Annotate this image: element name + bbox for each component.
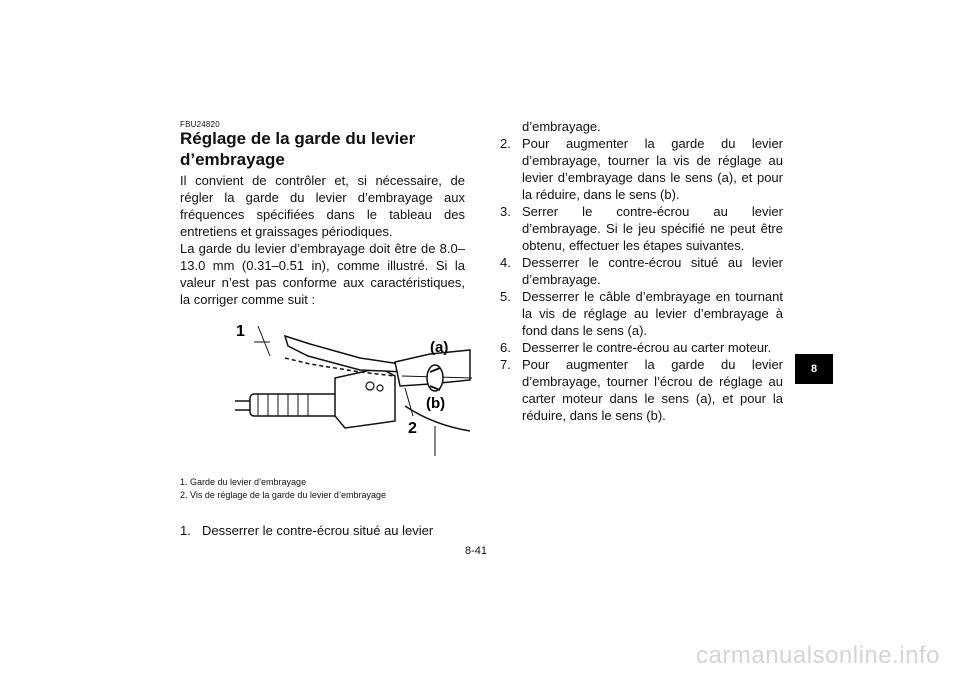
- step-number: 3.: [500, 204, 511, 219]
- steps-column-left: [180, 522, 465, 539]
- step-text: Desserrer le contre-écrou situé au levier: [202, 523, 434, 538]
- step-item: [500, 254, 783, 288]
- step-number: 5.: [500, 289, 511, 304]
- step-number: 1.: [180, 523, 191, 538]
- step-text: Pour augmenter la garde du levier d’embrayage, tourner la vis de réglage au levier d’embrayage dans le sens (a), et pour la réduire, dans le sens (b).: [522, 136, 783, 202]
- figure-label-b: (b): [426, 395, 446, 412]
- steps-column-right: [500, 118, 783, 424]
- step-text: Serrer le contre-écrou au levier d’embrayage. Si le jeu spécifié ne peut être obtenu, effectuer les étapes suivantes.: [522, 204, 783, 253]
- intro-text: [180, 172, 465, 308]
- step-text: Desserrer le contre-écrou au carter moteur.: [522, 340, 772, 355]
- step-item: [500, 339, 783, 356]
- figure-label-a: (a): [430, 339, 449, 356]
- step-number: 4.: [500, 255, 511, 270]
- section-code: FBU24820: [180, 120, 220, 129]
- clutch-lever-illustration: [230, 306, 472, 458]
- intro-paragraph-2: La garde du levier d’embrayage doit être de 8.0–13.0 mm (0.31–0.51 in), comme illustré. Si la valeur n’est pas conforme aux caractéristiques, la corriger comme suit :: [180, 241, 465, 307]
- figure-caption: 1. Garde du levier d’embrayage: [180, 477, 307, 487]
- step-item: [500, 203, 783, 254]
- step-item: [500, 288, 783, 339]
- section-title: Réglage de la garde du levier d’embrayage: [180, 129, 416, 169]
- step-item: [500, 356, 783, 424]
- watermark: carmanualsonline.info: [696, 642, 940, 669]
- step-item: [500, 135, 783, 203]
- intro-paragraph-1: Il convient de contrôler et, si nécessaire, de régler la garde du levier d’embrayage aux fréquences spécifiées dans le tableau des entretiens et graissages périodiques.: [180, 173, 465, 239]
- step-number: 6.: [500, 340, 511, 355]
- step-text: Pour augmenter la garde du levier d’embrayage, tourner l’écrou de réglage au carter moteur dans le sens (a), et pour la réduire, dans le sens (b).: [522, 357, 783, 423]
- step-continuation: d’embrayage.: [522, 119, 601, 134]
- step-text: Desserrer le câble d’embrayage en tournant la vis de réglage au levier d’embrayage à fond dans le sens (a).: [522, 289, 783, 338]
- figure-label-2: 2: [408, 420, 417, 437]
- chapter-tab: 8: [795, 354, 833, 384]
- figure-label-1: 1: [236, 323, 245, 340]
- page-number: 8-41: [465, 545, 488, 557]
- figure-captions: [180, 476, 470, 502]
- step-number: 7.: [500, 357, 511, 372]
- step-item: [180, 522, 465, 539]
- figure-caption: 2. Vis de réglage de la garde du levier d’embrayage: [180, 490, 386, 500]
- step-text: Desserrer le contre-écrou situé au levier d’embrayage.: [522, 255, 783, 287]
- step-number: 2.: [500, 136, 511, 151]
